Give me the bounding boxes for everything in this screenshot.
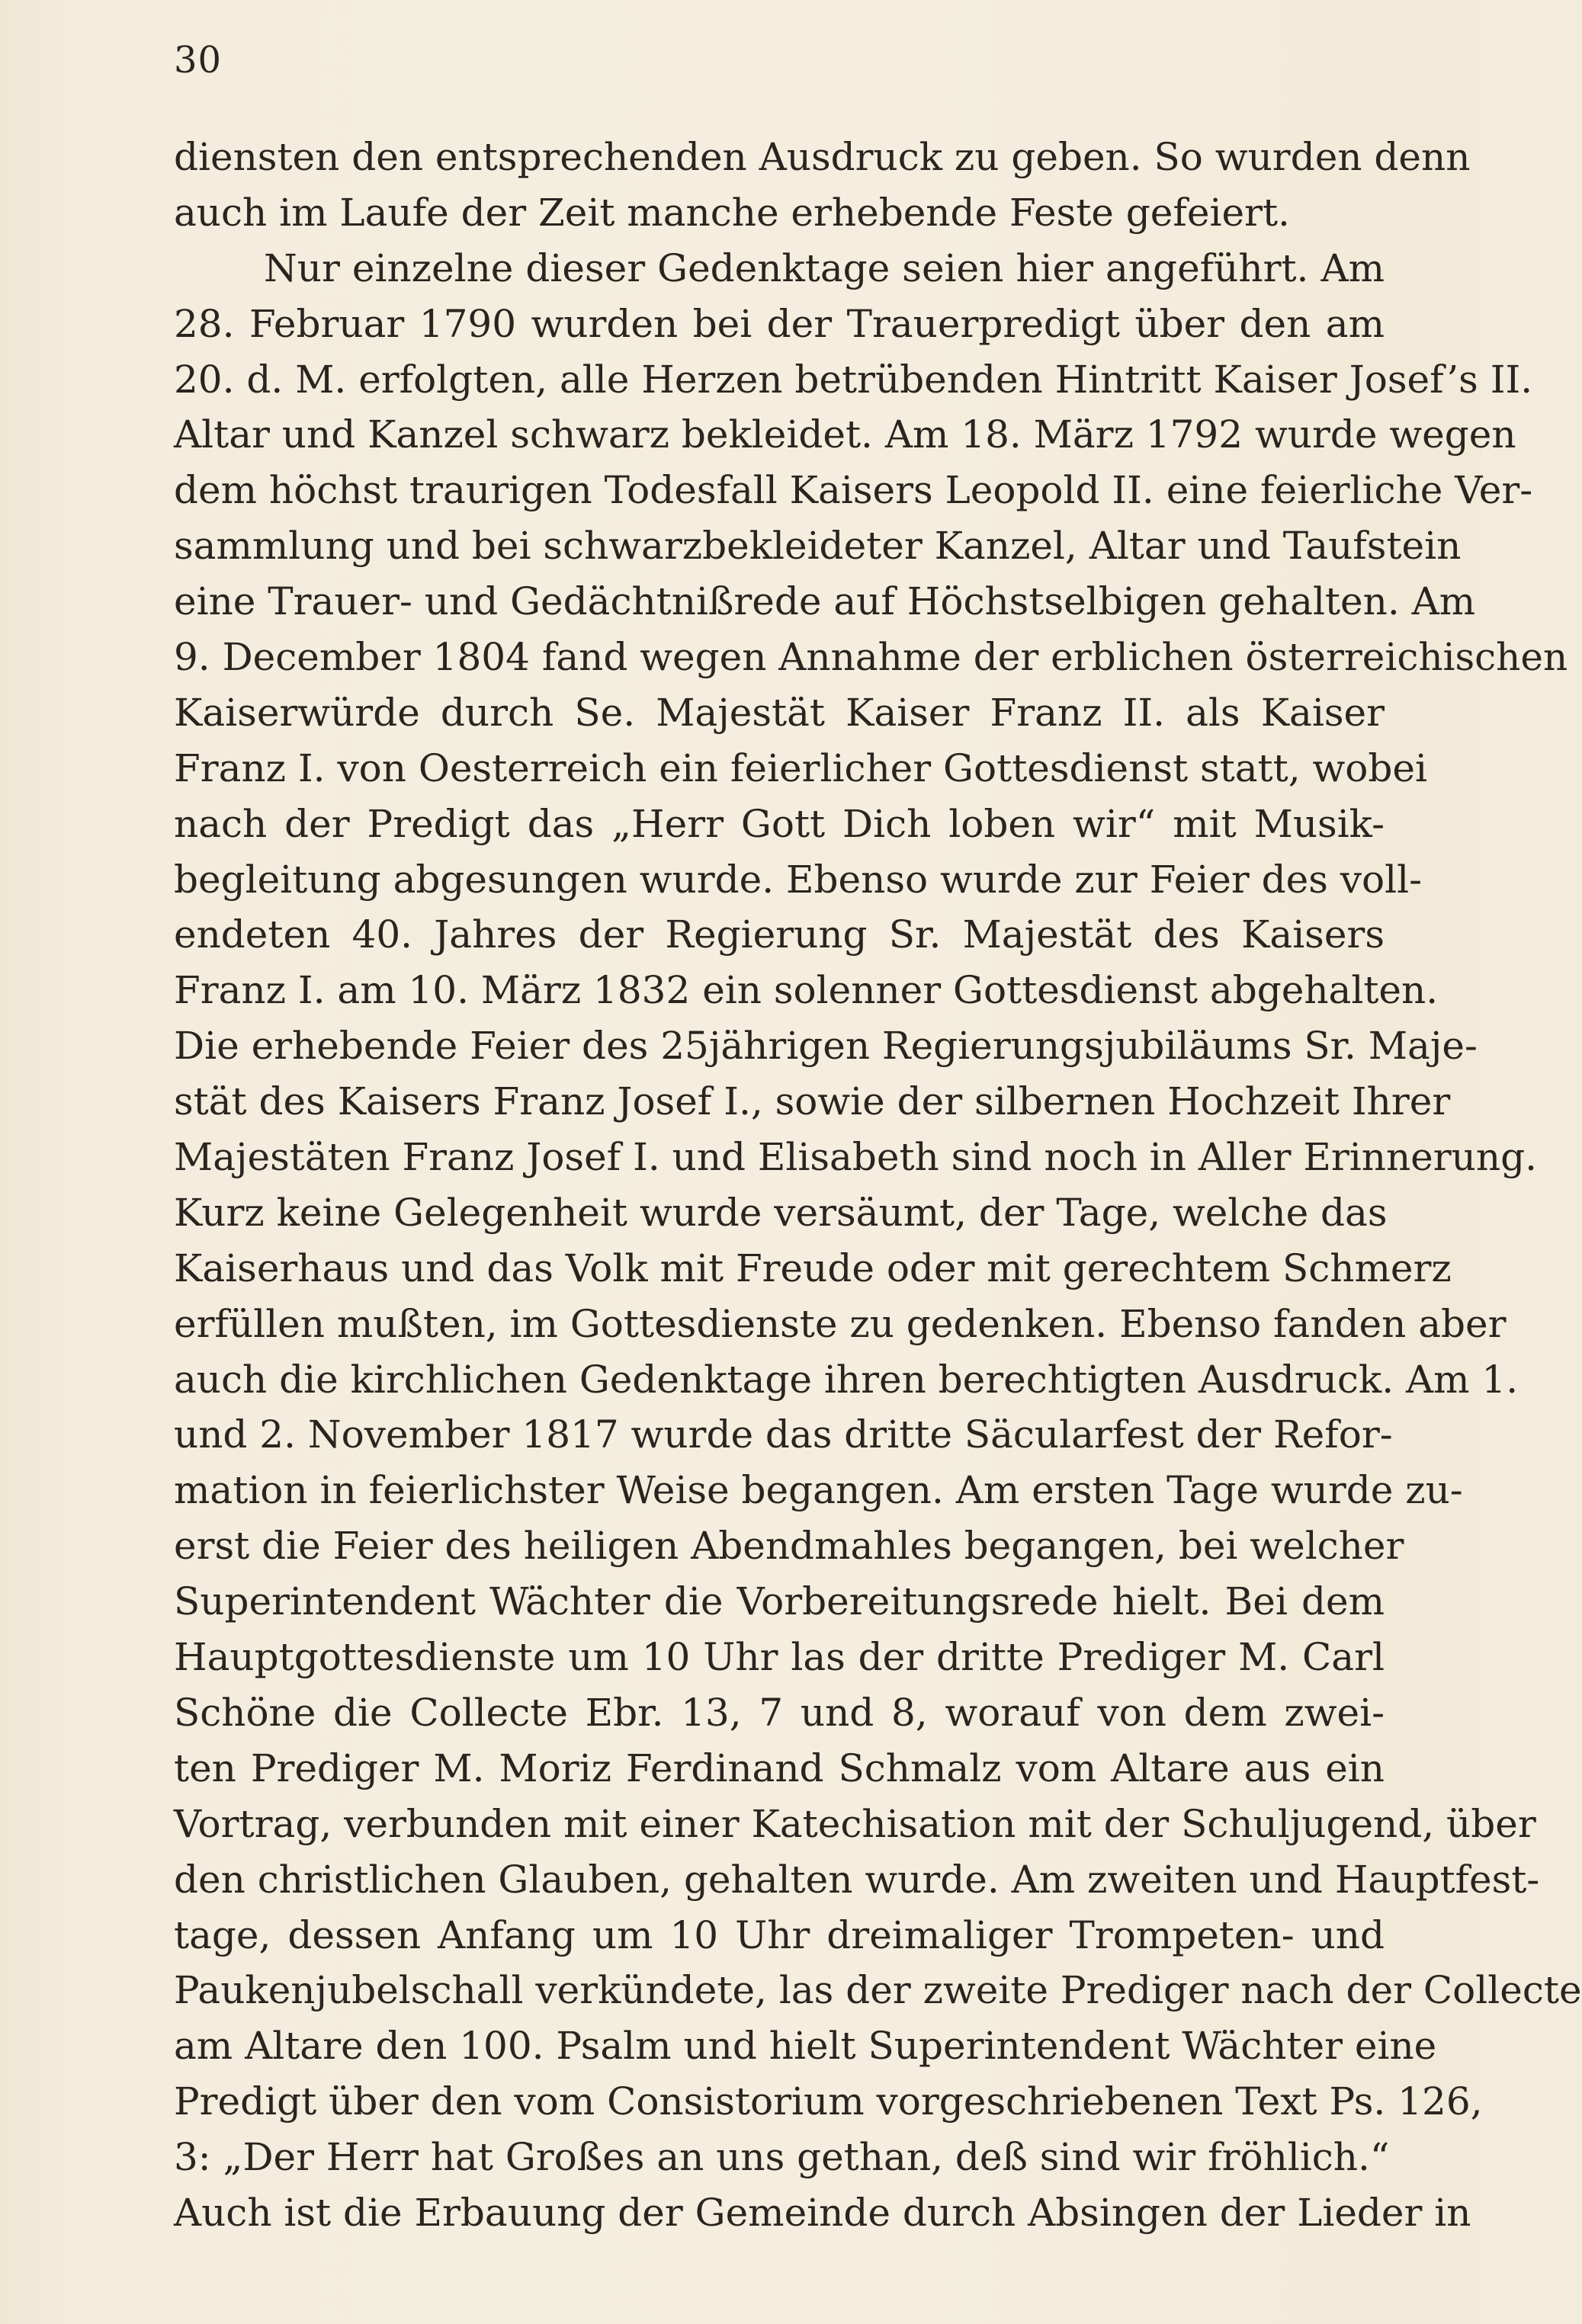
text-line: Paukenjubelschall verkündete, las der zweite Prediger nach der Collecte (174, 1968, 1582, 2013)
text-line: Franz I. von Oesterreich ein feierlicher Gottesdienst statt, wobei (174, 745, 1427, 790)
text-line: Kaiserhaus und das Volk mit Freude oder mit gerechtem Schmerz (174, 1245, 1452, 1290)
text-line: sammlung und bei schwarzbekleideter Kanzel, Altar und Taufstein (174, 524, 1462, 569)
text-line: endeten 40. Jahres der Regierung Sr. Majestät des Kaisers (174, 912, 1385, 957)
page-number: 30 (174, 39, 223, 82)
text-line: stät des Kaisers Franz Josef I., sowie der silbernen Hochzeit Ihrer (174, 1079, 1451, 1124)
text-line: am Altare den 100. Psalm und hielt Superintendent Wächter eine (174, 2024, 1437, 2069)
text-line: ten Prediger M. Moriz Ferdinand Schmalz vom Altare aus ein (174, 1745, 1385, 1790)
text-line: Vortrag, verbunden mit einer Katechisation mit der Schuljugend, über (174, 1801, 1536, 1846)
text-line: Altar und Kanzel schwarz bekleidet. Am 18. März 1792 wurde wegen (174, 412, 1516, 457)
text-line: erst die Feier des heiligen Abendmahles begangen, bei welcher (174, 1524, 1404, 1569)
text-line: Kaiserwürde durch Se. Majestät Kaiser Franz II. als Kaiser (174, 690, 1385, 735)
text-line: Schöne die Collecte Ebr. 13, 7 und 8, worauf von dem zwei- (174, 1690, 1385, 1735)
text-line: nach der Predigt das „Herr Gott Dich loben wir“ mit Musik- (174, 801, 1385, 846)
text-line: Kurz keine Gelegenheit wurde versäumt, der Tage, welche das (174, 1190, 1388, 1235)
body-text (174, 130, 1582, 2241)
text-line: und 2. November 1817 wurde das dritte Säcularfest der Refor- (174, 1412, 1393, 1457)
text-line: begleitung abgesungen wurde. Ebenso wurde zur Feier des voll- (174, 857, 1423, 902)
text-line: tage, dessen Anfang um 10 Uhr dreimaliger Trompeten- und (174, 1912, 1385, 1957)
text-line: 20. d. M. erfolgten, alle Herzen betrübenden Hintritt Kaiser Josef’s II. (174, 357, 1533, 402)
text-line: Nur einzelne dieser Gedenktage seien hier angeführt. Am (264, 245, 1385, 290)
text-line: Hauptgottesdienste um 10 Uhr las der dritte Prediger M. Carl (174, 1635, 1385, 1680)
text-line: eine Trauer- und Gedächtnißrede auf Höchstselbigen gehalten. Am (174, 579, 1476, 624)
text-line: 28. Februar 1790 wurden bei der Trauerpredigt über den am (174, 301, 1385, 346)
text-line: Franz I. am 10. März 1832 ein solenner Gottesdienst abgehalten. (174, 968, 1439, 1013)
text-line: mation in feierlichster Weise begangen. Am ersten Tage wurde zu- (174, 1468, 1463, 1513)
text-line: 3: „Der Herr hat Großes an uns gethan, deß sind wir fröhlich.“ (174, 2135, 1390, 2180)
text-line: auch im Laufe der Zeit manche erhebende Feste gefeiert. (174, 190, 1290, 235)
text-line: den christlichen Glauben, gehalten wurde. Am zweiten und Hauptfest- (174, 1857, 1540, 1902)
text-line: dem höchst traurigen Todesfall Kaisers Leopold II. eine feierliche Ver- (174, 468, 1533, 513)
text-line: Predigt über den vom Consistorium vorgeschriebenen Text Ps. 126, (174, 2079, 1483, 2124)
text-line: Superintendent Wächter die Vorbereitungsrede hielt. Bei dem (174, 1579, 1385, 1624)
text-line: diensten den entsprechenden Ausdruck zu geben. So wurden denn (174, 135, 1471, 179)
text-line: erfüllen mußten, im Gottesdienste zu gedenken. Ebenso fanden aber (174, 1301, 1507, 1346)
text-line: Die erhebende Feier des 25jährigen Regierungsjubiläums Sr. Maje- (174, 1024, 1478, 1069)
text-line: 9. December 1804 fand wegen Annahme der erblichen österreichischen (174, 635, 1568, 680)
text-line: Auch ist die Erbauung der Gemeinde durch Absingen der Lieder in (174, 2190, 1471, 2235)
text-line: auch die kirchlichen Gedenktage ihren berechtigten Ausdruck. Am 1. (174, 1357, 1519, 1402)
text-line: Majestäten Franz Josef I. und Elisabeth sind noch in Aller Erinnerung. (174, 1135, 1537, 1180)
